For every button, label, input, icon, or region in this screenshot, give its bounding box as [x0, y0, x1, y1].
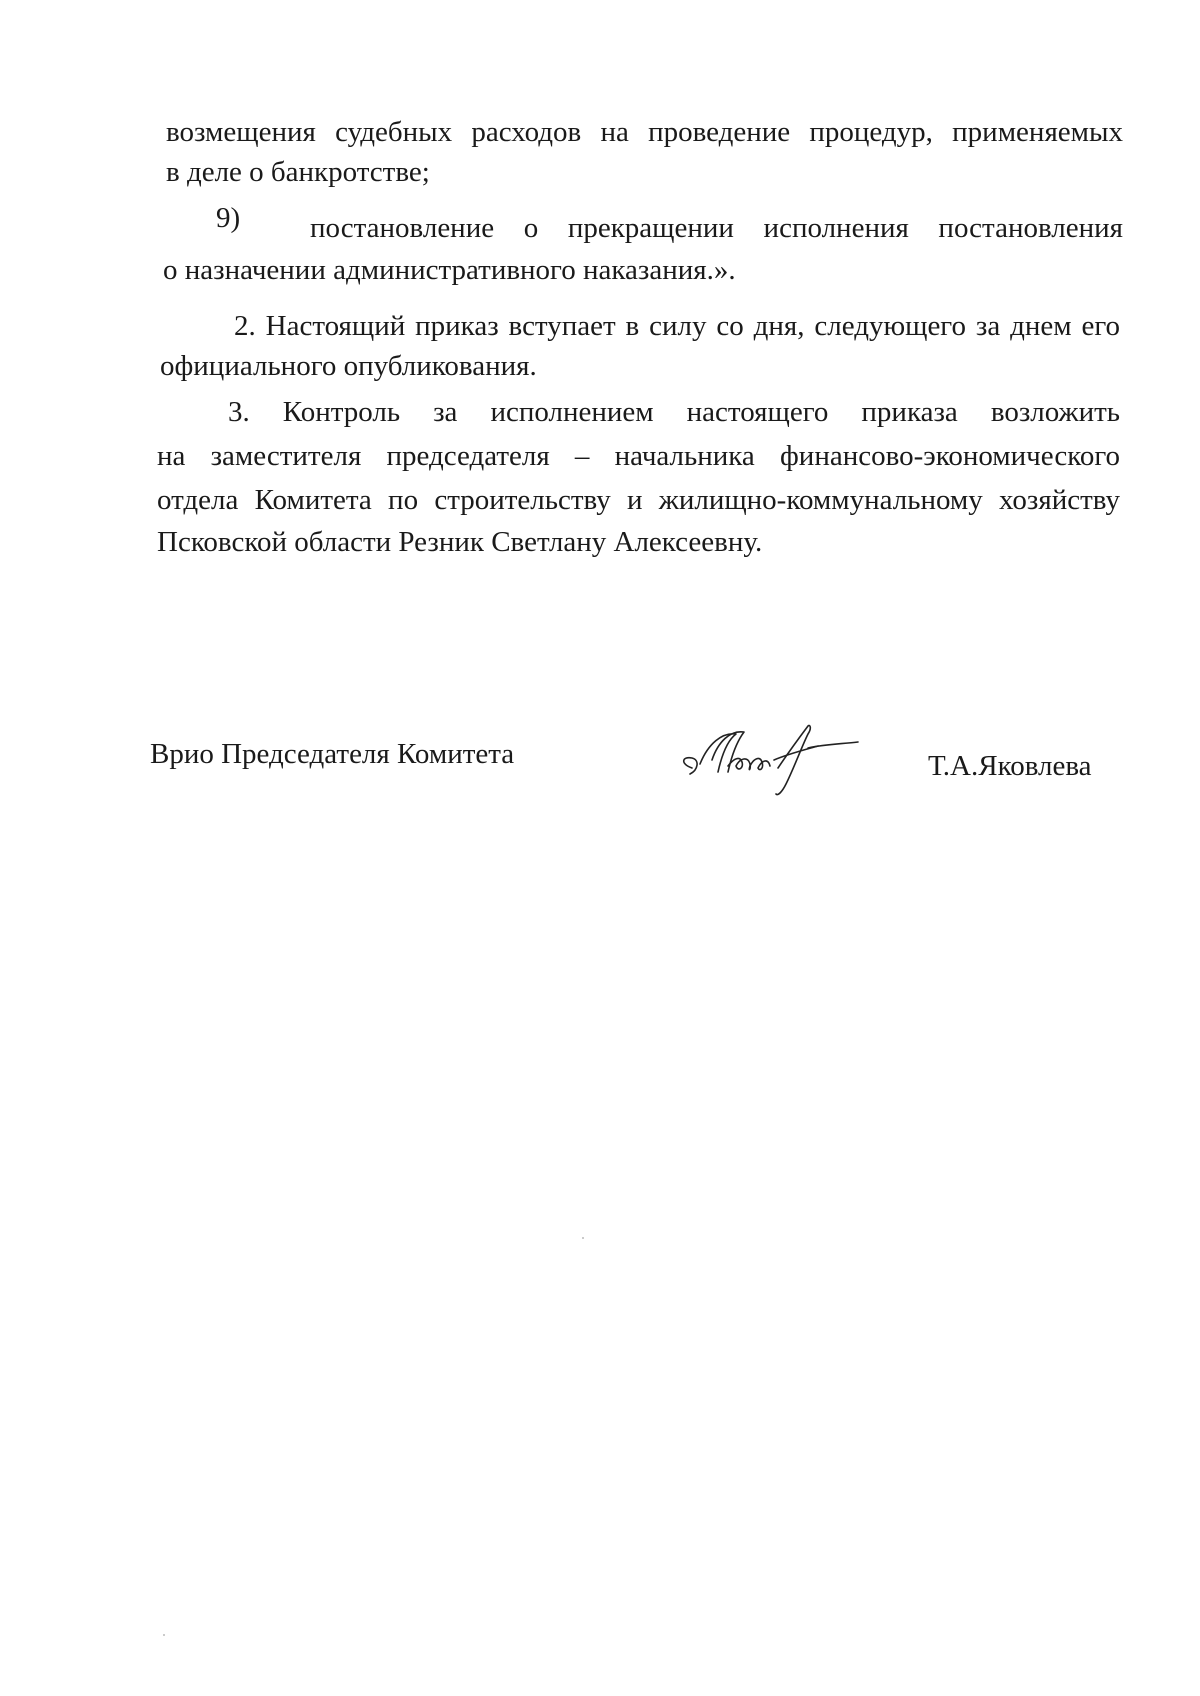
handwritten-signature [678, 720, 863, 800]
signatory-name: Т.А.Яковлева [928, 750, 1092, 782]
paragraph-3-line-3: отдела Комитета по строительству и жилищно-коммунальному хозяйству [157, 484, 1120, 516]
paragraph-1-line-1: возмещения судебных расходов на проведение процедур, применяемых [166, 116, 1123, 148]
paragraph-1-line-2: в деле о банкротстве; [166, 156, 430, 188]
paragraph-2-line-2: официального опубликования. [160, 350, 537, 382]
paragraph-3-line-4: Псковской области Резник Светлану Алексеевну. [157, 526, 763, 558]
paragraph-3-line-1: 3. Контроль за исполнением настоящего приказа возложить [228, 396, 1120, 428]
signatory-title: Врио Председателя Комитета [150, 738, 515, 770]
paragraph-2-line-1: 2. Настоящий приказ вступает в силу со дня, следующего за днем его [234, 310, 1120, 342]
item-9-line-2: о назначении административного наказания.». [163, 254, 736, 286]
scan-speck [163, 1634, 165, 1636]
paragraph-3-line-2: на заместителя председателя – начальника финансово-экономического [157, 440, 1120, 472]
scan-speck [582, 1237, 584, 1239]
item-9-number: 9) [216, 202, 241, 234]
item-9-line-1: постановление о прекращении исполнения постановления [310, 212, 1123, 244]
